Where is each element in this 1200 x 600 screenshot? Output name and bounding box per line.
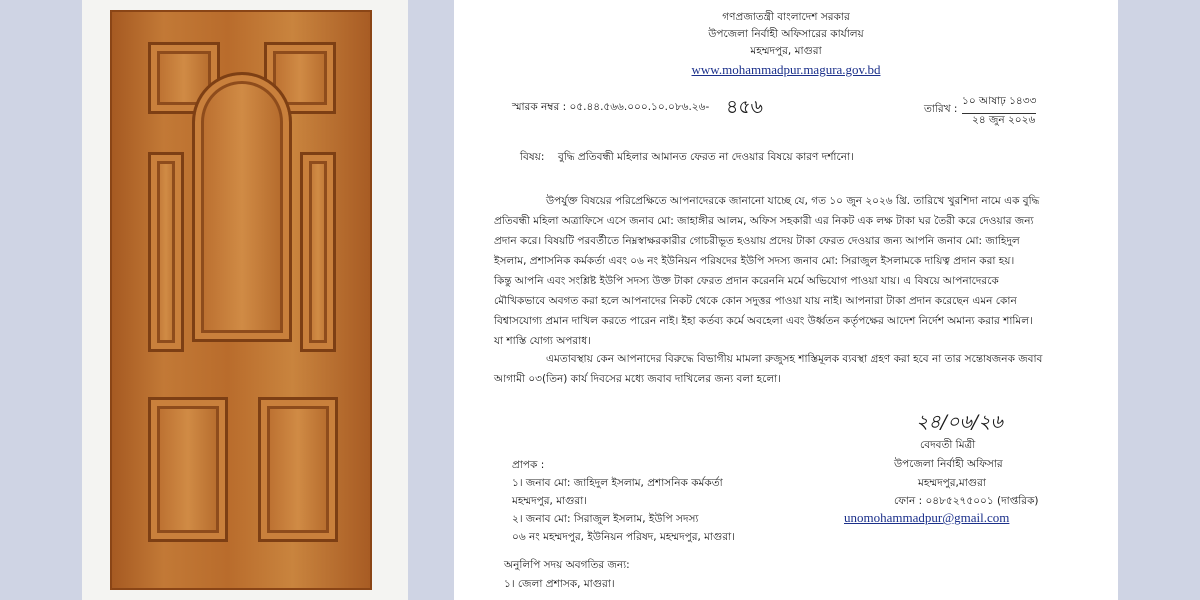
office-phone: ফোন : ০৪৮৫২৭৫০০১ (দাপ্তরিক) (894, 495, 1039, 507)
letterhead-location: মহম্মদপুর, মাগুরা (750, 45, 822, 57)
door-panel-arch (192, 72, 292, 342)
body-line: এমতাবস্থায় কেন আপনাদের বিরুদ্ধে বিভাগীয় মামলা রুজুসহ শাস্তিমূলক ব্যবস্থা গ্রহণ করা হবে না তার সন্তোষজনক জবাব (546, 353, 1043, 365)
date-label: তারিখ : (924, 103, 958, 115)
letterhead-office: উপজেলা নির্বাহী অফিসারের কার্যালয় (708, 28, 864, 40)
door-panel-bottom-right (258, 397, 338, 542)
body-line: প্রতিবন্ধী মহিলা অত্রাফিসে এসে জনাব মো: জাহাঙ্গীর আলম, অফিস সহকারী এর নিকট এক লক্ষ টাকা ঘর তৈরী করে দেওয়ার জন্য (494, 215, 1034, 227)
signer-location: মহম্মদপুর,মাগুরা (918, 477, 986, 489)
recipient-item: ১। জনাব মো: জাহিদুল ইসলাম, প্রশাসনিক কর্মকর্তা (512, 477, 723, 489)
door-panel-mid-right (300, 152, 336, 352)
email-link[interactable]: unomohammadpur@gmail.com (844, 510, 1010, 525)
official-letter (454, 0, 1118, 600)
wooden-door-image (110, 10, 372, 590)
body-line: ইসলাম, প্রশাসনিক কর্মকর্তা এবং ০৬ নং ইউনিয়ন পরিষদের ইউপি সদস্য জনাব মো: সিরাজুল ইসলামকে দায়িত্ব প্রদান করা হয়। (494, 255, 1015, 267)
body-line: উপর্যুক্ত বিষয়ের পরিপ্রেক্ষিতে আপনাদেরকে জানানো যাচ্ছে যে, গত ১০ জুন ২০২৬ খ্রি. তারিখে খুরশিদা নামে এক বুদ্ধি (546, 195, 1040, 207)
website-link[interactable]: www.mohammadpur.magura.gov.bd (691, 62, 881, 77)
recipient-item: ২। জনাব মো: সিরাজুল ইসলাম, ইউপি সদস্য (512, 513, 699, 525)
copy-to-item: ১। জেলা প্রশাসক, মাগুরা। (504, 578, 615, 590)
date-bangla: ১০ আষাঢ় ১৪৩৩ (962, 94, 1036, 114)
recipient-item: ০৬ নং মহম্মদপুর, ইউনিয়ন পরিষদ, মহম্মদপুর, মাগুরা। (512, 531, 735, 543)
memo-number: স্মারক নম্বর : ০৫.৪৪.৫৬৬.০০০.১০.০৮৬.২৬- (512, 101, 710, 113)
signer-name: বেদবতী মিত্রী (920, 439, 976, 451)
body-line: প্রদান করে। বিষয়টি পরবর্তীতে নিম্নস্বাক্ষরকারীর গোচরীভূত হওয়ায় প্রদেয় টাকা ফেরত দেওয়ার জন্য আপনি জনাব মো: জাহিদুল (494, 235, 1020, 247)
subject-text: বুদ্ধি প্রতিবন্ধী মহিলার আমানত ফেরত না দেওয়ার বিষয়ে কারণ দর্শানো। (558, 151, 854, 163)
door-panel-bottom-left (148, 397, 228, 542)
door-panel-mid-left (148, 152, 184, 352)
body-line: যা শাস্তি যোগ্য অপরাধ। (494, 335, 591, 347)
subject-label: বিষয়: (520, 151, 545, 163)
memo-handwritten-number: ৪৫৬ (726, 96, 764, 118)
recipients-label: প্রাপক : (512, 459, 545, 471)
body-line: আগামী ০৩(তিন) কার্য দিবসের মধ্যে জবাব দাখিলের জন্য বলা হলো। (494, 373, 781, 385)
date-english: ২৪ জুন ২০২৬ (972, 114, 1036, 126)
letterhead-government: গণপ্রজাতন্ত্রী বাংলাদেশ সরকার (722, 11, 850, 23)
recipient-item: মহম্মদপুর, মাগুরা। (512, 495, 587, 507)
signer-designation: উপজেলা নির্বাহী অফিসার (894, 458, 1003, 470)
body-line: বিশ্বাসযোগ্য প্রমান দাখিল করতে পারেন নাই। ইহা কর্তব্য কর্মে অবহেলা এবং উর্ধ্বতন কর্তৃপক্ষের আদেশ নির্দেশ অমান্য করার শামিল। (494, 315, 1033, 327)
copy-to-label: অনুলিপি সদয় অবগতির জন্য: (504, 559, 630, 571)
body-line: কিন্তু আপনি এবং সংশ্লিষ্ট ইউপি সদস্য উক্ত টাকা ফেরত প্রদান করেননি মর্মে অভিযোগ পাওয়া যায়। এ বিষয়ে আপনাদেরকে (494, 275, 999, 287)
body-line: মৌখিকভাবে অবগত করা হলে আপনাদের নিকট থেকে কোন সদুত্তর পাওয়া যায় নাই। আপনারা টাকা প্রদান করেছেন এমন কোন (494, 295, 1017, 307)
handwritten-signature: ২৪/০৬/২৬ (916, 411, 1003, 433)
